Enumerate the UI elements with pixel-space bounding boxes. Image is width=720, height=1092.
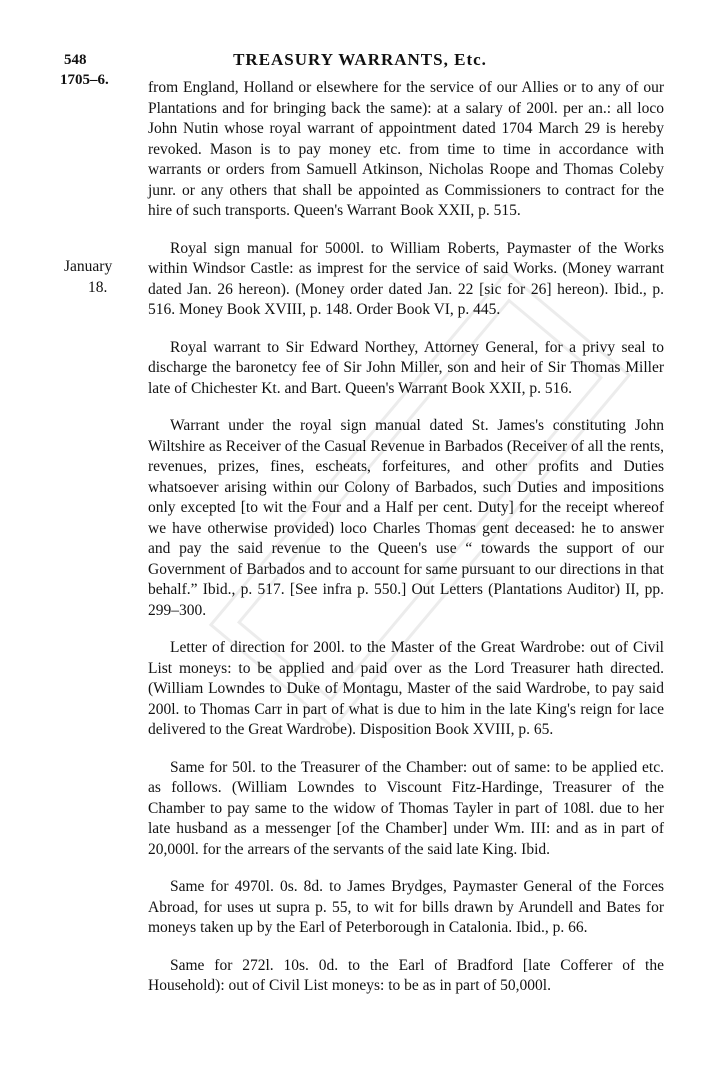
entry-earl-bradford: Same for 272l. 10s. 0d. to the Earl of Bradford [late Cofferer of the Household): out of Civil List moneys: to be as in part of 50,000l. bbox=[148, 956, 664, 994]
entry-barbados-receiver: Warrant under the royal sign manual dated St. James's constituting John Wiltshire as Receiver of the Casual Revenue in Barbados (Receiver of all the rents, revenues, prizes, fines, escheats, forfeitures, and other profits and Duties whatsoever arising within our Colony of Barbados, such Duties and impositions only excepted [to wit the Four and a Half per cent. Duty] for the receipt whereof we have otherwise provided) loco Charles Thomas gent deceased: he to answer and pay the said revenue to the Queen's use “ towards the support of our Government of Barbados and to account for same pursuant to our directions in that behalf.” Ibid., p. 517. [See infra p. 550.] Out Letters (Plantations Auditor) II, pp. 299–300. bbox=[148, 417, 664, 619]
entry-windsor-works: Royal sign manual for 5000l. to William Roberts, Paymaster of the Works within Windsor Castle: as imprest for the service of said Works. (Money warrant dated Jan. 26 hereon). (Money order dated Jan. 22 [sic for 26] hereon). Ibid., p. 516. Money Book XVIII, p. 148. Order Book VI, p. 445. bbox=[148, 239, 664, 318]
entry-continued: from England, Holland or elsewhere for the service of our Allies or to any of our Plantations and for bringing back the same): at a salary of 200l. per an.: all loco John Nutin whose royal warrant of appointment dated 1704 March 29 is hereby revoked. Mason is to pay money etc. from time to time in accordance with warrants or orders from Samuell Atkinson, Nicholas Roope and Thomas Coleby junr. or any others that shall be appointed as Commissioners to contract for the hire of such transports. Queen's Warrant Book XXII, p. 515. bbox=[148, 79, 664, 219]
entry-forces-abroad: Same for 4970l. 0s. 8d. to James Brydges, Paymaster General of the Forces Abroad, for uses ut supra p. 55, to wit for bills drawn by Arundell and Bates for moneys taken up by the Earl of Peterborough in Catalonia. Ibid., p. 66. bbox=[148, 878, 664, 936]
entry-baronetcy-fee: Royal warrant to Sir Edward Northey, Attorney General, for a privy seal to discharge the baronetcy fee of Sir John Miller, son and heir of Sir Thomas Miller late of Chichester Kt. and Bart. Queen's Warrant Book XXII, p. 516. bbox=[148, 338, 664, 397]
body-column bbox=[148, 78, 664, 1014]
running-title: TREASURY WARRANTS, Etc. bbox=[233, 50, 487, 69]
margin-date-month: January bbox=[64, 258, 113, 275]
margin-date bbox=[64, 257, 140, 298]
page-number: 548 bbox=[64, 52, 87, 68]
entry-great-wardrobe: Letter of direction for 200l. to the Master of the Great Wardrobe: out of Civil List moneys: to be applied and paid over as the Lord Treasurer hath directed. (William Lowndes to Duke of Montagu, Master of the said Wardrobe, to pay said 200l. to Thomas Carr in part of what is due to him in the late King's reign for lace delivered to the Great Wardrobe). Disposition Book XVIII, p. 65. bbox=[148, 639, 664, 738]
entry-treasurer-chamber: Same for 50l. to the Treasurer of the Chamber: out of same: to be applied etc. as follows. (William Lowndes to Viscount Fitz-Hardinge, Treasurer of the Chamber to pay same to the widow of Thomas Tayler in part of 108l. due to her late husband as a messenger [of the Chamber] under Wm. III: and as in part of 20,000l. for the arrears of the servants of the said late King. Ibid. bbox=[148, 758, 664, 858]
year-range: 1705–6. bbox=[60, 72, 109, 88]
margin-date-day: 18. bbox=[88, 278, 108, 296]
